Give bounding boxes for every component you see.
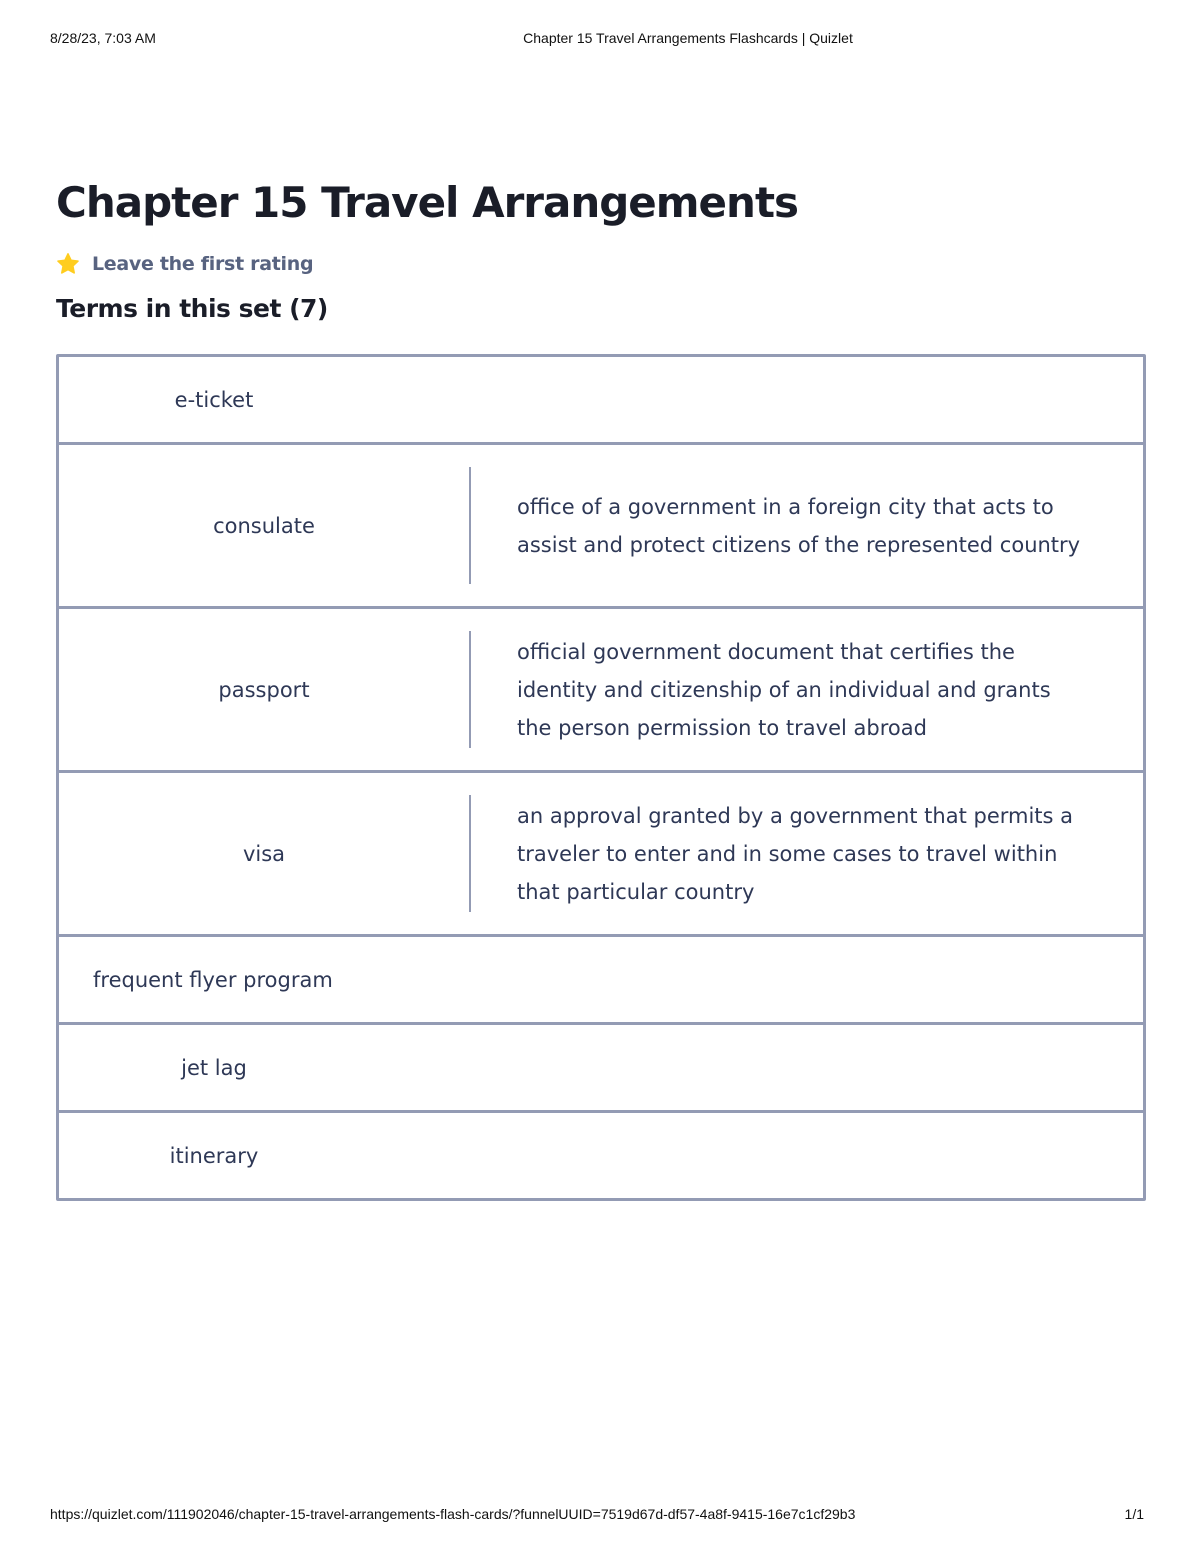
star-icon [56, 252, 80, 276]
term-row [56, 1022, 1146, 1113]
terms-list [56, 354, 1146, 1198]
term-word: e-ticket [174, 387, 254, 412]
term-definition: office of a government in a foreign city that acts to assist and protect citizens of the represented country [517, 494, 1081, 557]
page-title: Chapter 15 Travel Arrangements [56, 178, 799, 227]
term-row [56, 606, 1146, 773]
page-number: 1/1 [1124, 1506, 1144, 1522]
term-word: itinerary [169, 1143, 259, 1168]
term-word: visa [242, 841, 286, 866]
term-word: consulate [213, 513, 315, 538]
term-word: jet lag [181, 1055, 247, 1080]
print-header [0, 30, 1200, 50]
term-definition: official government document that certifies the identity and citizenship of an individual and grants the person permission to travel abroad [517, 639, 1051, 740]
term-definition: an approval granted by a government that permits a traveler to enter and in some cases to travel within that particular country [517, 803, 1074, 904]
print-datetime: 8/28/23, 7:03 AM [50, 30, 156, 46]
leave-rating-link[interactable]: Leave the first rating [92, 253, 314, 275]
term-word: frequent flyer program [93, 967, 333, 992]
term-word: passport [218, 677, 310, 702]
term-row [56, 934, 1146, 1025]
term-row [56, 442, 1146, 609]
rating[interactable] [56, 252, 313, 276]
print-url: https://quizlet.com/111902046/chapter-15-travel-arrangements-flash-cards/?funnelUUID=7519d67d-df57-4a8f-9415-16e7c1cf29b3 [50, 1506, 856, 1522]
print-document-title: Chapter 15 Travel Arrangements Flashcards | Quizlet [523, 30, 853, 46]
term-row [56, 1110, 1146, 1201]
term-row [56, 354, 1146, 445]
terms-heading: Terms in this set (7) [56, 294, 328, 323]
term-row [56, 770, 1146, 937]
